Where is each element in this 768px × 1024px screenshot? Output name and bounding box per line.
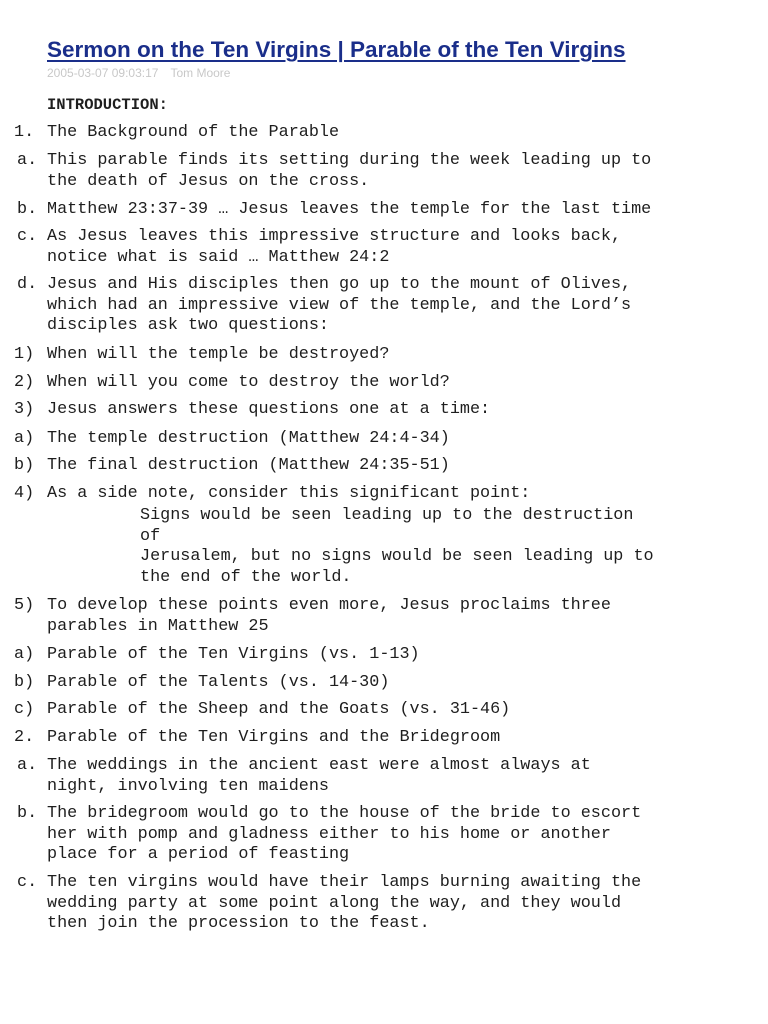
outline-text-line: When will the temple be destroyed? <box>47 345 390 364</box>
outline-text-line: notice what is said … Matthew 24:2 <box>47 247 390 267</box>
outline-text-line: the death of Jesus on the cross. <box>47 171 370 191</box>
outline-text-line: The weddings in the ancient east were almost always at <box>47 756 591 775</box>
outline-marker: b. <box>17 804 38 823</box>
outline-text-line: The ten virgins would have their lamps burning awaiting the <box>47 873 642 892</box>
outline-text-line: The bridegroom would go to the house of the bride to escort <box>47 804 642 823</box>
outline-marker: d. <box>17 275 38 294</box>
outline-text-line: The temple destruction (Matthew 24:4-34) <box>47 429 450 448</box>
outline-marker: 5) <box>14 596 35 615</box>
outline-text-line: Parable of the Sheep and the Goats (vs. 31-46) <box>47 700 511 719</box>
outline-text-line: This parable finds its setting during the week leading up to <box>47 151 652 170</box>
post-author: Tom Moore <box>170 66 231 80</box>
outline-marker: 3) <box>14 400 35 419</box>
outline-marker: c) <box>14 700 35 719</box>
outline-text-line: To develop these points even more, Jesus proclaims three <box>47 596 611 615</box>
outline-text-line: Parable of the Talents (vs. 14-30) <box>47 673 390 692</box>
post-meta <box>47 66 230 80</box>
outline-text-line: Signs would be seen leading up to the destruction <box>140 506 634 525</box>
section-heading: INTRODUCTION: <box>47 96 168 114</box>
outline-text-line: wedding party at some point along the way, and they would <box>47 893 622 913</box>
outline-marker: b) <box>14 673 35 692</box>
outline-text-line: place for a period of feasting <box>47 845 350 864</box>
outline-text-line: her with pomp and gladness either to his home or another <box>47 824 611 844</box>
outline-marker: a. <box>17 756 38 775</box>
outline-text-line: Matthew 23:37-39 … Jesus leaves the temple for the last time <box>47 200 652 219</box>
outline-marker: c. <box>17 873 38 892</box>
outline-text-line: As Jesus leaves this impressive structure and looks back, <box>47 227 622 246</box>
outline-marker: 2) <box>14 373 35 392</box>
outline-marker: 1. <box>14 123 35 142</box>
outline-text-line: The Background of the Parable <box>47 123 340 142</box>
outline-text-line: Jerusalem, but no signs would be seen leading up to <box>140 547 654 566</box>
outline-text-line: Parable of the Ten Virgins (vs. 1-13) <box>47 645 420 664</box>
outline-text-line: the end of the world. <box>140 567 352 587</box>
post-date: 2005-03-07 09:03:17 <box>47 66 159 80</box>
outline-marker: a) <box>14 645 35 664</box>
outline-marker: 2. <box>14 728 35 747</box>
outline-text-line: night, involving ten maidens <box>47 776 329 796</box>
outline-marker: b. <box>17 200 38 219</box>
outline-marker: c. <box>17 227 38 246</box>
outline-marker: 4) <box>14 484 35 503</box>
outline-marker: a) <box>14 429 35 448</box>
outline-text-line: then join the procession to the feast. <box>47 914 430 933</box>
outline-text-line: which had an impressive view of the temple, and the Lord’s <box>47 295 632 315</box>
outline-text-line: Jesus and His disciples then go up to the mount of Olives, <box>47 275 632 294</box>
outline-text-line: Jesus answers these questions one at a time: <box>47 400 491 419</box>
outline-marker: a. <box>17 151 38 170</box>
outline-text-line: disciples ask two questions: <box>47 316 329 335</box>
outline-marker: b) <box>14 456 35 475</box>
outline-text-line: The final destruction (Matthew 24:35-51) <box>47 456 450 475</box>
outline-marker: 1) <box>14 345 35 364</box>
outline-text-line: As a side note, consider this significant point: <box>47 484 531 503</box>
outline-text-line: Parable of the Ten Virgins and the Bridegroom <box>47 728 501 747</box>
outline-text-line: parables in Matthew 25 <box>47 616 269 636</box>
outline-text-line: When will you come to destroy the world? <box>47 373 450 392</box>
document-title-link[interactable]: Sermon on the Ten Virgins | Parable of the Ten Virgins <box>47 37 626 62</box>
outline-text-line: of <box>140 526 161 546</box>
